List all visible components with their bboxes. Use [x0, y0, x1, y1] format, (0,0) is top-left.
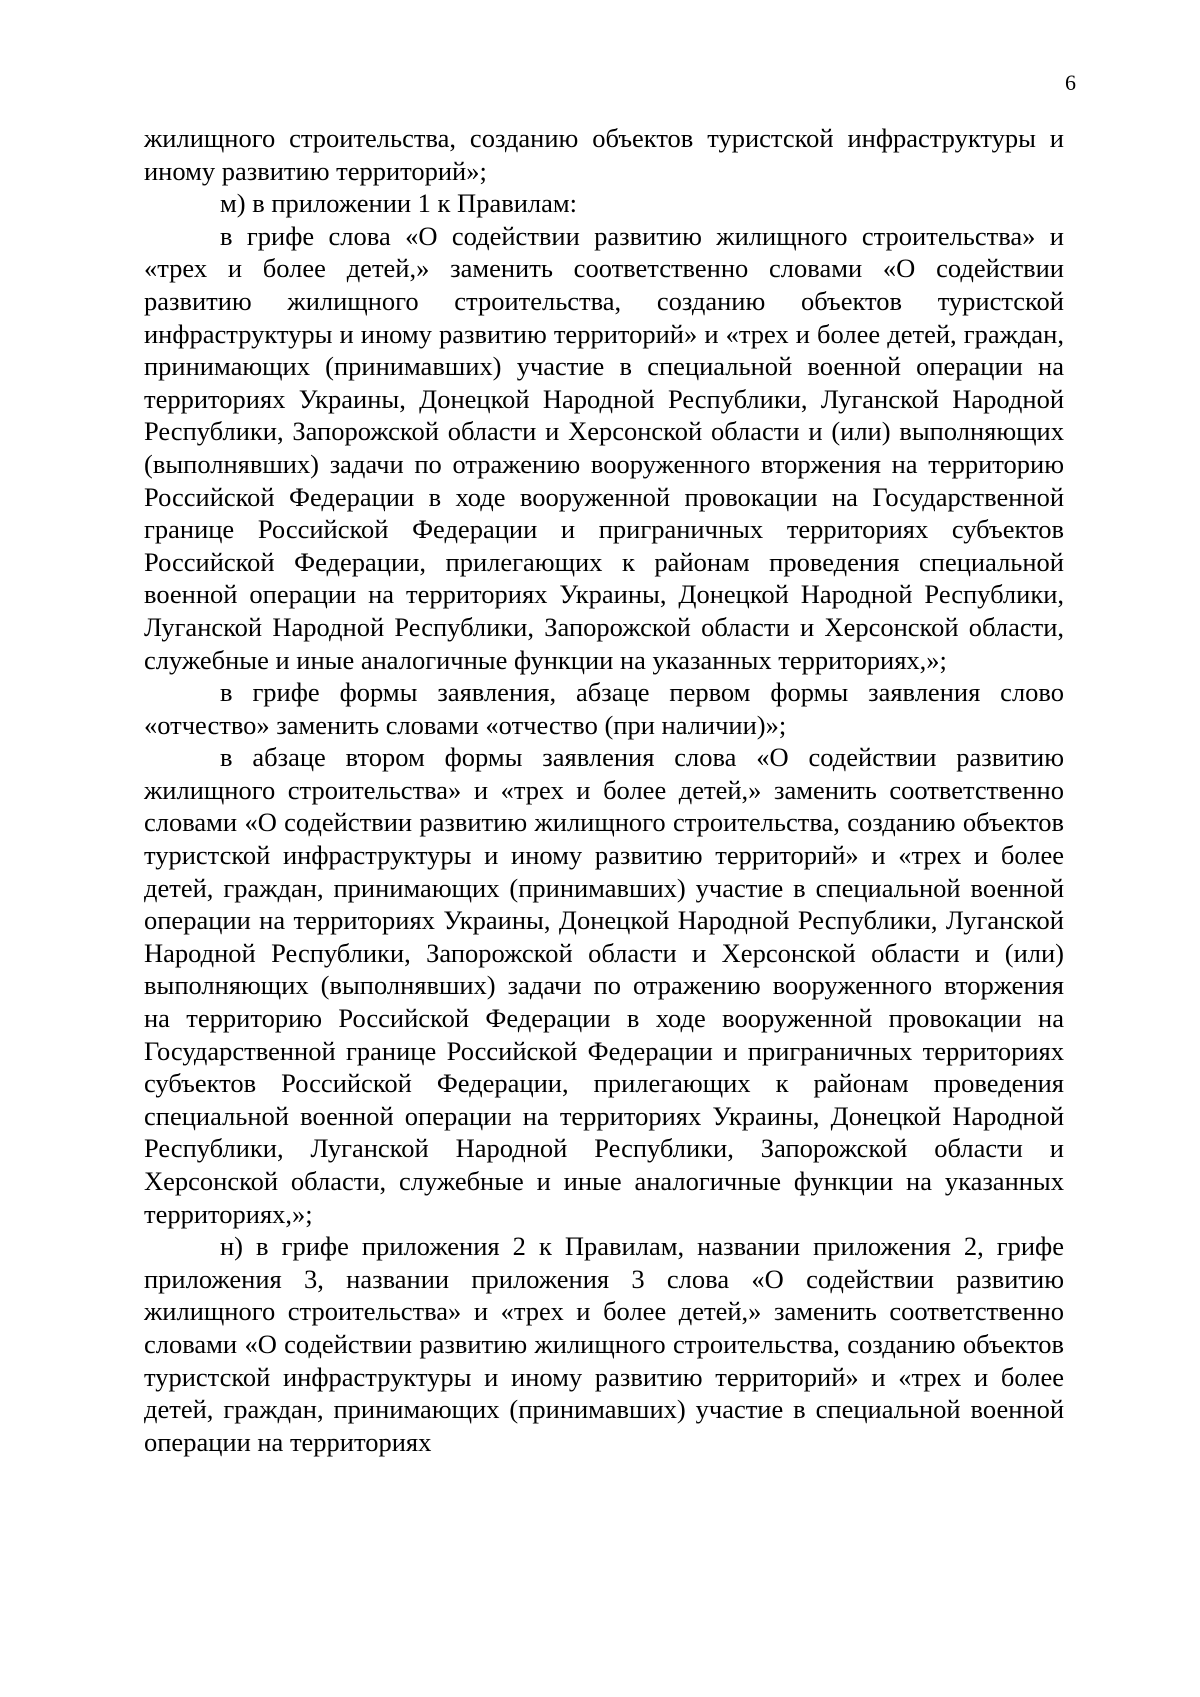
page-number: 6 [1065, 70, 1076, 95]
document-body [144, 122, 1064, 1458]
paragraph-form-patronymic: в грифе формы заявления, абзаце первом формы заявления слово «отчество» заменить словами «отчество (при наличии)»; [144, 677, 1064, 740]
paragraph-grif-amendment: в грифе слова «О содействии развитию жилищного строительства» и «трех и более детей,» заменить соответственно словами «О содействии развитию жилищного строительства, созданию объектов туристской инфраструктуры и иному развитию территорий» и «трех и более детей, граждан, принимающих (принимавших) участие в специальной военной операции на территориях Украины, Донецкой Народной Республики, Луганской Народной Республики, Запорожской области и Херсонской области и (или) выполняющих (выполнявших) задачи по отражению вооруженного вторжения на территорию Российской Федерации в ходе вооруженной провокации на Государственной границе Российской Федерации и приграничных территориях субъектов Российской Федерации, прилегающих к районам проведения специальной военной операции на территориях Украины, Донецкой Народной Республики, Луганской Народной Республики, Запорожской области и Херсонской области, служебные и иные аналогичные функции на указанных территориях,»; [144, 220, 1064, 675]
paragraph-item-n: н) в грифе приложения 2 к Правилам, названии приложения 2, грифе приложения 3, названии приложения 3 слова «О содействии развитию жилищного строительства» и «трех и более детей,» заменить соответственно словами «О содействии развитию жилищного строительства, созданию объектов туристской инфраструктуры и иному развитию территорий» и «трех и более детей, граждан, принимающих (принимавших) участие в специальной военной операции на территориях [144, 1231, 1064, 1457]
paragraph-form-second-abzats: в абзаце втором формы заявления слова «О содействии развитию жилищного строительства» и «трех и более детей,» заменить соответственно словами «О содействии развитию жилищного строительства, созданию объектов туристской инфраструктуры и иному развитию территорий» и «трех и более детей, граждан, принимающих (принимавших) участие в специальной военной операции на территориях Украины, Донецкой Народной Республики, Луганской Народной Республики, Запорожской области и Херсонской области и (или) выполняющих (выполнявших) задачи по отражению вооруженного вторжения на территорию Российской Федерации в ходе вооруженной провокации на Государственной границе Российской Федерации и приграничных территориях субъектов Российской Федерации, прилегающих к районам проведения специальной военной операции на территориях Украины, Донецкой Народной Республики, Луганской Народной Республики, Запорожской области и Херсонской области, служебные и иные аналогичные функции на указанных территориях,»; [144, 742, 1064, 1229]
paragraph-continuation: жилищного строительства, созданию объектов туристской инфраструктуры и иному развитию территорий»; [144, 123, 1064, 186]
paragraph-item-m: м) в приложении 1 к Правилам: [220, 188, 578, 219]
